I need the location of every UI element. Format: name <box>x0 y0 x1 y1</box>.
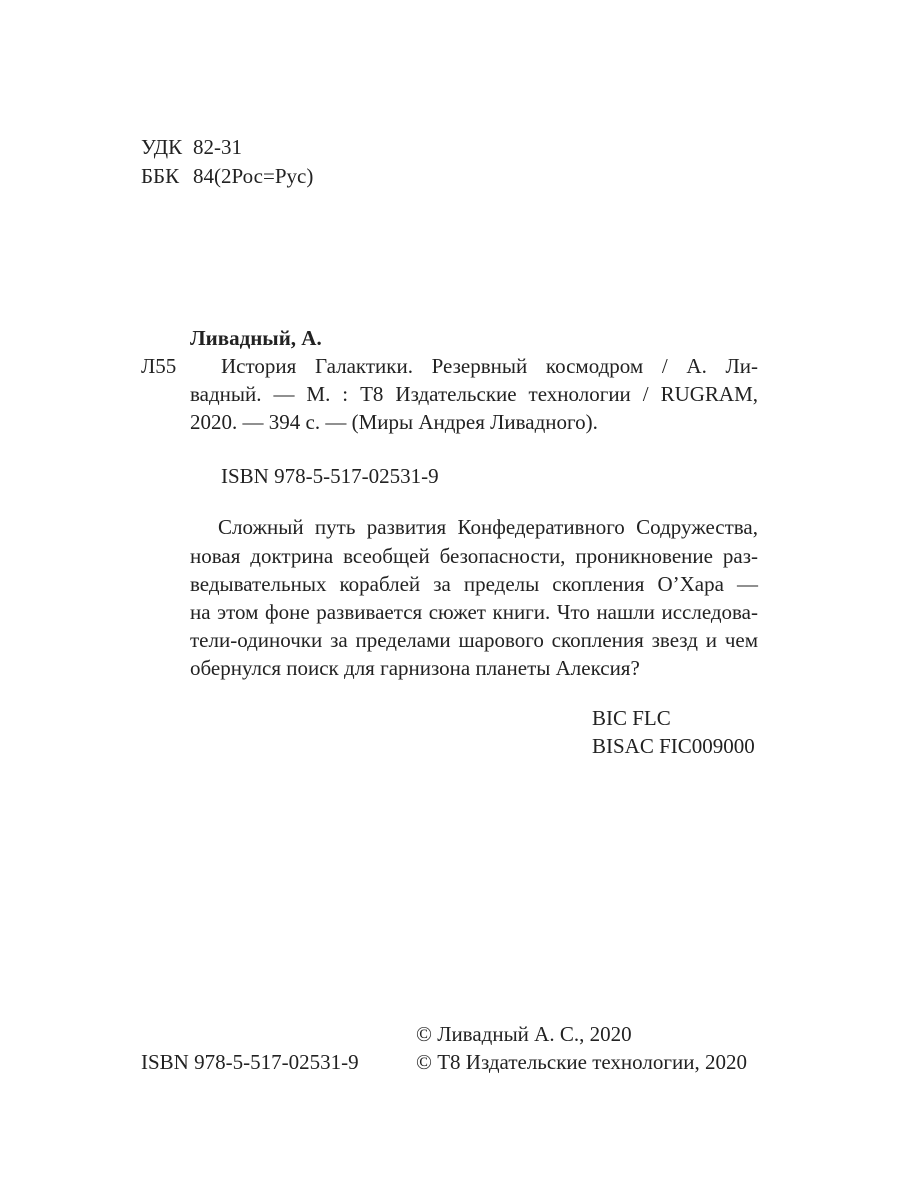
description-line: История Галактики. Резервный космодром / А. Ли- <box>221 354 758 378</box>
bisac-code: BISAC FIC009000 <box>592 734 755 758</box>
annotation-line: обернулся поиск для гарнизона планеты Алексия? <box>190 656 640 680</box>
annotation-line: тели-одиночки за пределами шарового скопления звезд и чем <box>190 628 758 652</box>
description-line: вадный. — М. : Т8 Издательские технологии / RUGRAM, <box>190 382 758 406</box>
copyright-publisher: © Т8 Издательские технологии, 2020 <box>416 1050 747 1074</box>
bic-code: BIC FLC <box>592 706 671 730</box>
copyright-author: © Ливадный А. С., 2020 <box>416 1022 632 1046</box>
annotation-line: Сложный путь развития Конфедеративного Содружества, <box>218 515 758 539</box>
udk-label: УДК <box>141 135 183 159</box>
bbk-label: ББК <box>141 164 180 188</box>
udk-value: 82-31 <box>193 135 242 159</box>
bbk-value: 84(2Рос=Рус) <box>193 164 314 188</box>
annotation-line: на этом фоне развивается сюжет книги. Что нашли исследова- <box>190 600 758 624</box>
author-mark: Л55 <box>141 354 177 378</box>
annotation-line: новая доктрина всеобщей безопасности, проникновение раз- <box>190 544 758 568</box>
footer-isbn: ISBN 978-5-517-02531-9 <box>141 1050 359 1074</box>
description-line: 2020. — 394 с. — (Миры Андрея Ливадного). <box>190 410 598 434</box>
author-heading: Ливадный, А. <box>190 326 322 350</box>
isbn: ISBN 978-5-517-02531-9 <box>221 464 439 488</box>
annotation-line: ведывательных кораблей за пределы скопления О’Хара — <box>190 572 758 596</box>
